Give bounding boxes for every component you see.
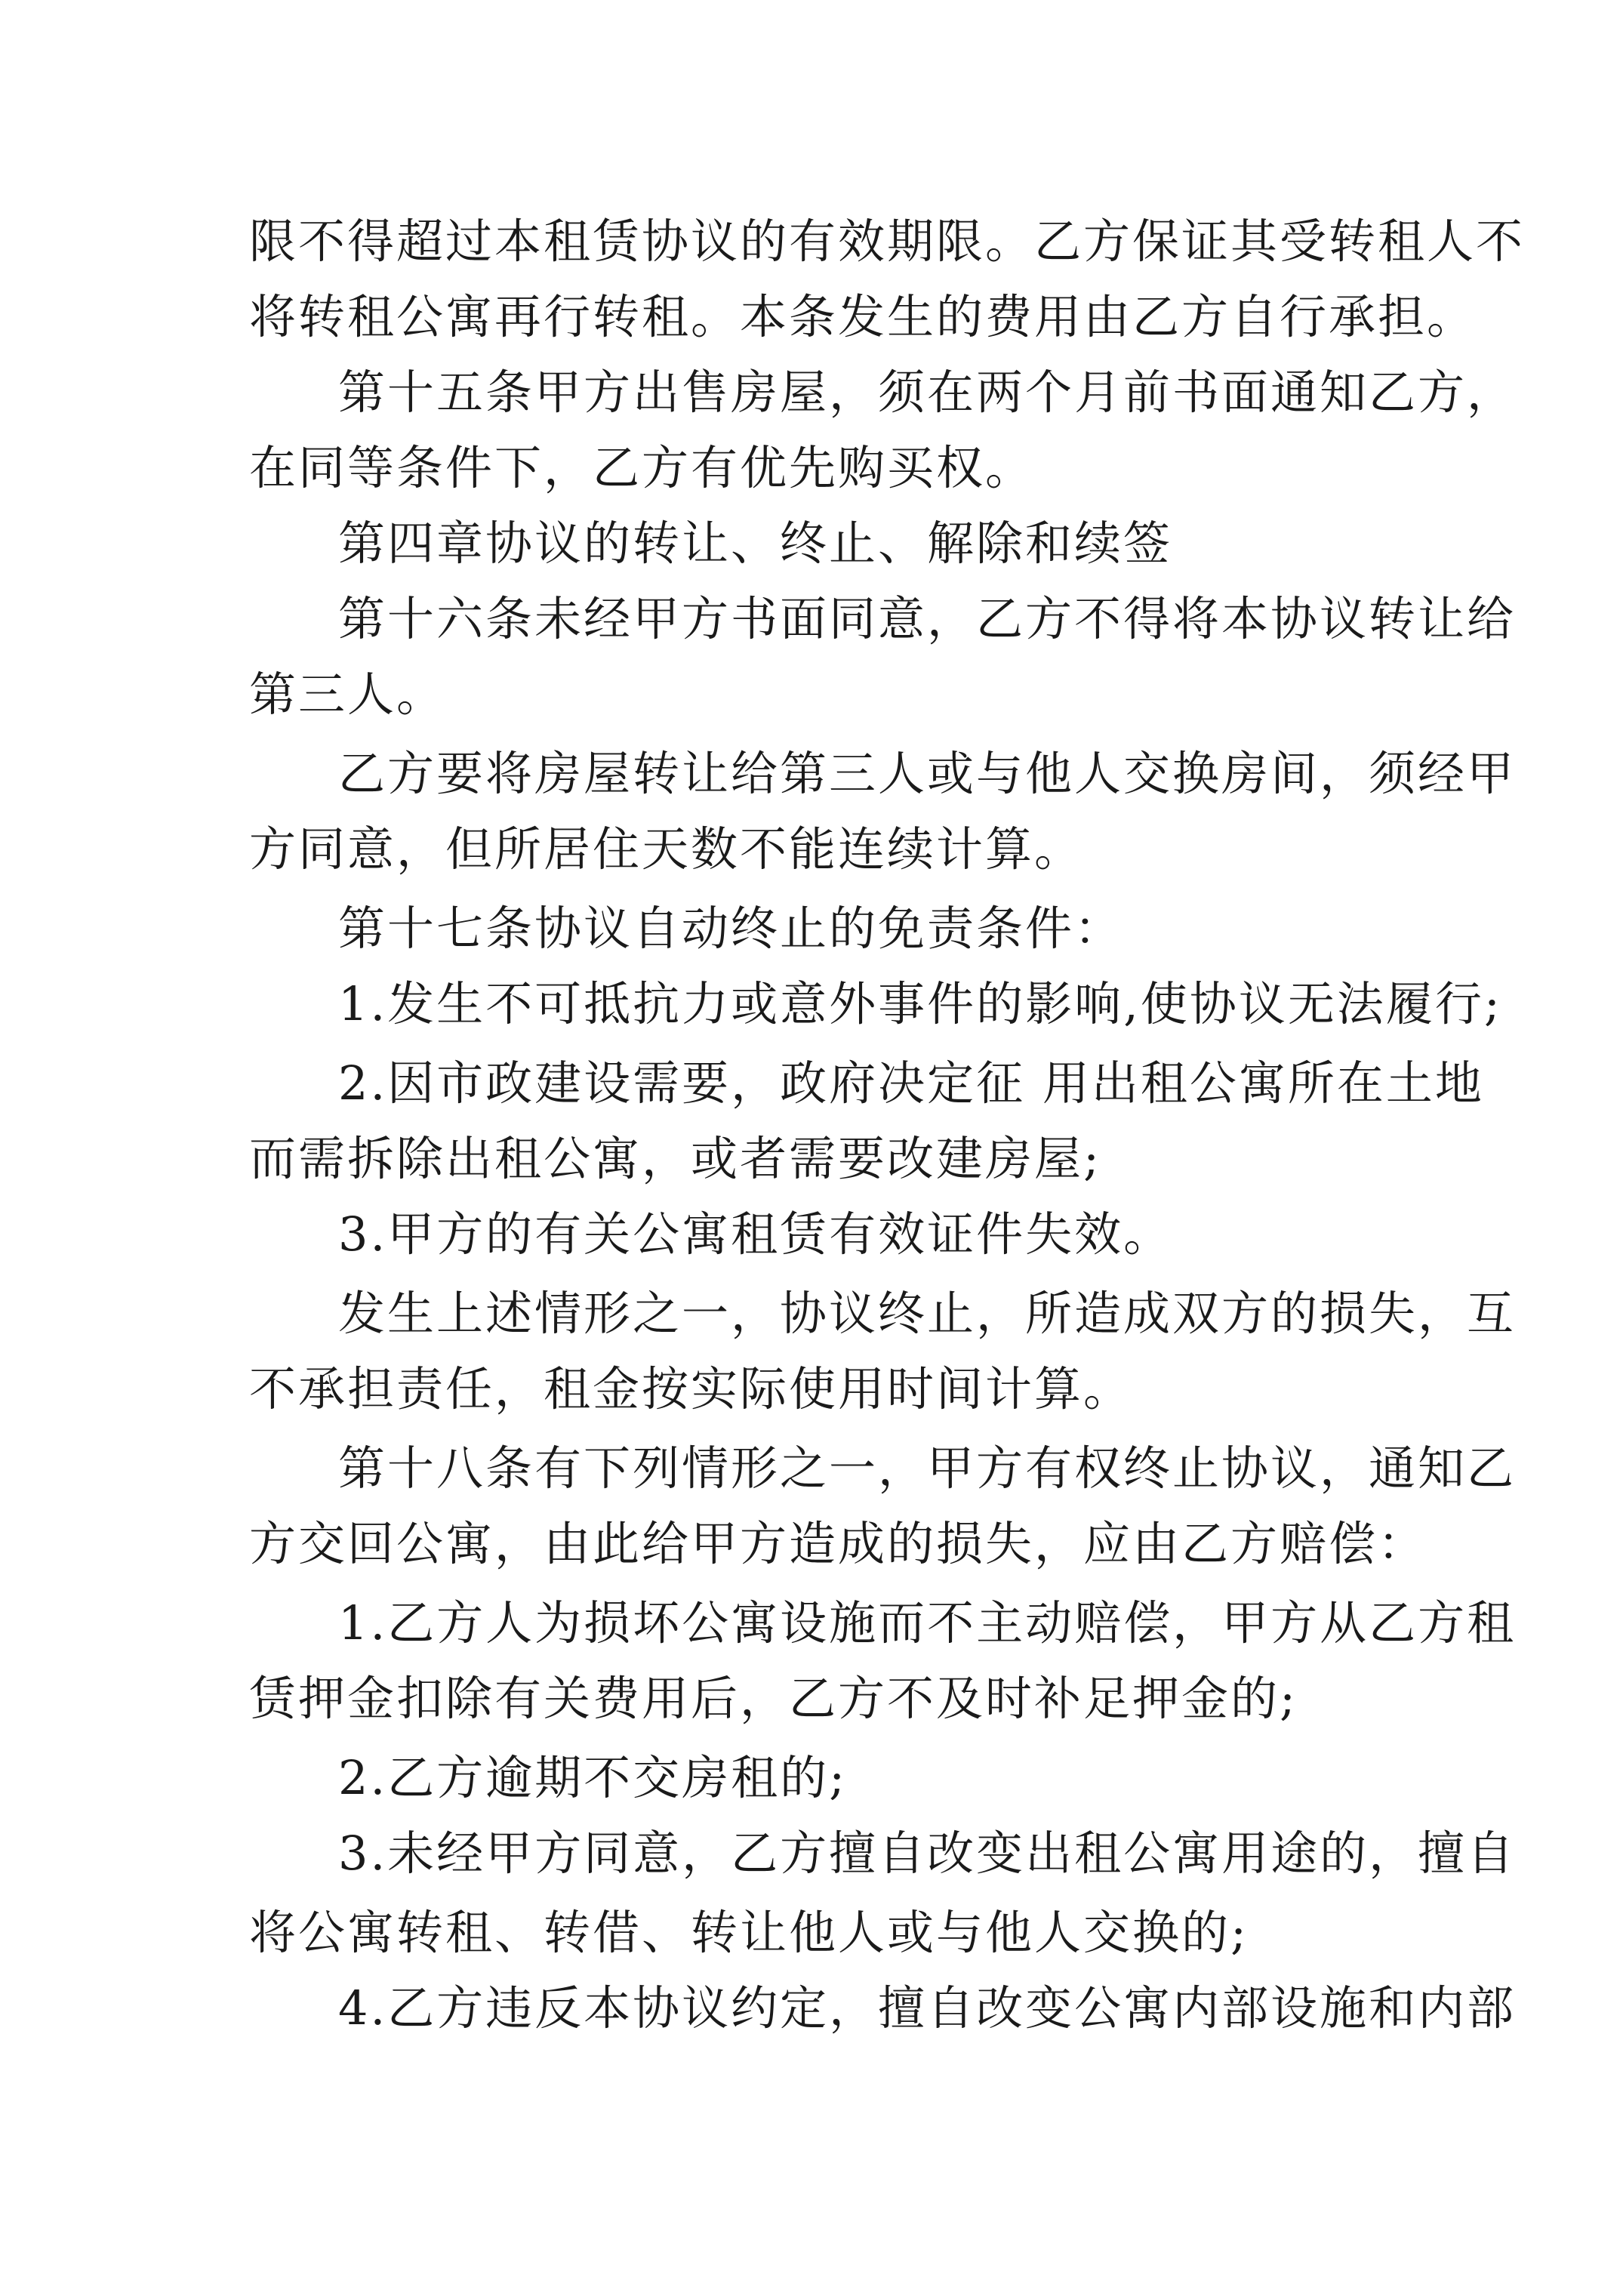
text-line: 限不得超过本租赁协议的有效期限。乙方保证其受转租人不 bbox=[249, 214, 1526, 269]
list-item: 1.发生不可抵抗力或意外事件的影响,使协议无法履行; bbox=[338, 976, 1502, 1031]
text-line: 方交回公寓，由此给甲方造成的损失，应由乙方赔偿： bbox=[249, 1516, 1427, 1571]
text-line: 第十八条有下列情形之一，甲方有权终止协议，通知乙 bbox=[338, 1441, 1517, 1496]
text-line: 不承担责任，租金按实际使用时间计算。 bbox=[249, 1361, 1133, 1416]
text-line: 而需拆除出租公寓，或者需要改建房屋; bbox=[249, 1131, 1101, 1186]
list-item: 3.甲方的有关公寓租赁有效证件失效。 bbox=[338, 1207, 1173, 1262]
text-line: 第十六条未经甲方书面同意，乙方不得将本协议转让给 bbox=[338, 591, 1517, 646]
list-item: 2.因市政建设需要，政府决定征 用出租公寓所在土地 bbox=[338, 1056, 1484, 1111]
section-heading: 第四章协议的转让、终止、解除和续签 bbox=[338, 516, 1173, 571]
list-item: 3.未经甲方同意，乙方擅自改变出租公寓用途的，擅自 bbox=[338, 1826, 1517, 1881]
list-item: 2.乙方逾期不交房租的; bbox=[338, 1750, 848, 1805]
text-line: 第十七条协议自动终止的免责条件： bbox=[338, 901, 1124, 956]
text-line: 乙方要将房屋转让给第三人或与他人交换房间，须经甲 bbox=[338, 746, 1517, 801]
text-line: 将公寓转租、转借、转让他人或与他人交换的; bbox=[249, 1905, 1249, 1960]
text-line: 在同等条件下，乙方有优先购买权。 bbox=[249, 440, 1035, 495]
text-line: 第十五条甲方出售房屋，须在两个月前书面通知乙方， bbox=[338, 365, 1517, 420]
list-item: 1.乙方人为损坏公寓设施而不主动赔偿，甲方从乙方租 bbox=[338, 1595, 1517, 1650]
text-line: 第三人。 bbox=[249, 667, 446, 722]
text-line: 将转租公寓再行转租。本条发生的费用由乙方自行承担。 bbox=[249, 289, 1477, 344]
text-line: 发生上述情形之一，协议终止，所造成双方的损失，互 bbox=[338, 1286, 1517, 1341]
list-item: 4.乙方违反本协议约定，擅自改变公寓内部设施和内部 bbox=[338, 1980, 1517, 2036]
text-line: 赁押金扣除有关费用后，乙方不及时补足押金的; bbox=[249, 1671, 1298, 1726]
text-line: 方同意，但所居住天数不能连续计算。 bbox=[249, 821, 1084, 877]
